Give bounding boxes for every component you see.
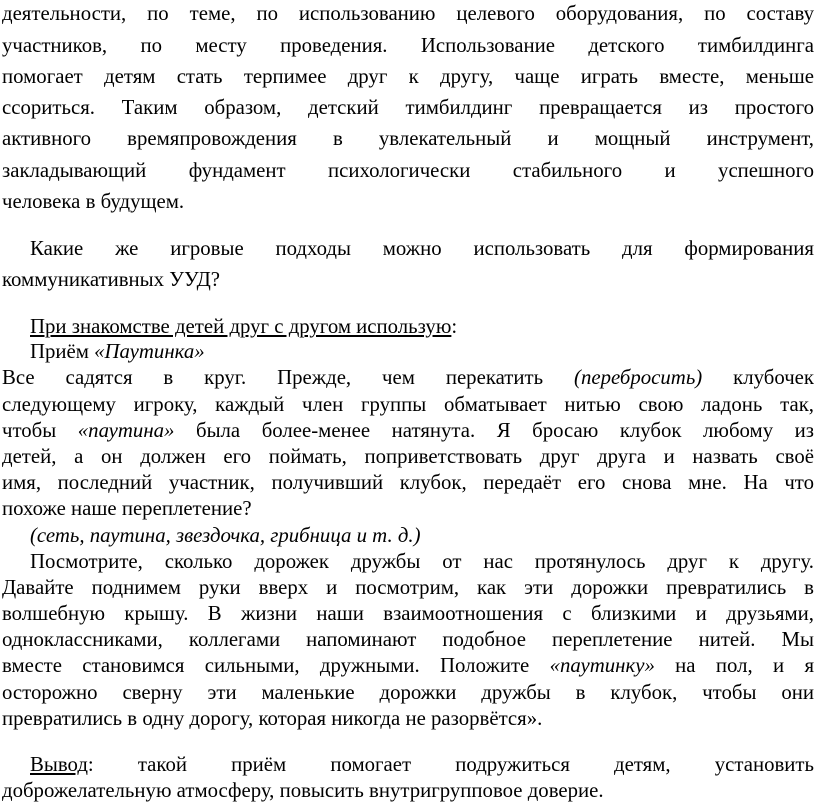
text-run: вместе становимся сильными, дружными. Положите bbox=[2, 654, 550, 677]
text-run: Все садятся в круг. Прежде, чем перекатить bbox=[2, 366, 575, 389]
text-run: клубочек bbox=[702, 366, 814, 389]
conclusion-text: : такой приём помогает подружиться детям, установить bbox=[87, 753, 814, 776]
text-run: на пол, и я bbox=[654, 654, 815, 677]
section-heading-text: При знакомстве детей друг с другом использую bbox=[30, 315, 452, 338]
paragraph-line: Давайте поднимем руки вверх и посмотрим, как эти дорожки превратились в bbox=[2, 576, 814, 599]
conclusion-label: Вывод bbox=[30, 753, 88, 776]
paragraph-line: закладывающий фундамент психологически стабильного и успешного bbox=[2, 159, 814, 182]
paragraph-line: волшебную крышу. В жизни наши взаимоотношения с близкими и друзьями, bbox=[2, 602, 814, 625]
paragraph-line bbox=[2, 418, 814, 444]
paragraph-line: одноклассниками, коллегами напоминают подобное переплетение нитей. Мы bbox=[2, 628, 814, 651]
paragraph-line: участников, по месту проведения. Использование детского тимбилдинга bbox=[2, 34, 814, 57]
technique-name: «Паутинка» bbox=[94, 340, 205, 363]
technique-prefix: Приём bbox=[30, 340, 95, 363]
question-line: коммуникативных УУД? bbox=[2, 268, 221, 291]
paragraph-line: осторожно сверну эти маленькие дорожки дружбы в клубок, чтобы они bbox=[2, 681, 814, 704]
text-run-italic: «паутинку» bbox=[549, 654, 655, 677]
conclusion-line: доброжелательную атмосферу, повысить внутригрупповое доверие. bbox=[2, 779, 604, 802]
paragraph-line: похоже наше переплетение? bbox=[2, 497, 252, 520]
paragraph-line: деятельности, по теме, по использованию целевого оборудования, по составу bbox=[2, 2, 814, 25]
paragraph-line bbox=[2, 653, 814, 679]
technique-title bbox=[30, 339, 205, 365]
paragraph-line: активного времяпровождения в увлекательный и мощный инструмент, bbox=[2, 127, 814, 150]
answers-line: (сеть, паутина, звездочка, грибница и т. д.) bbox=[30, 524, 421, 547]
paragraph-line: следующему игроку, каждый член группы обматывает нитью свою ладонь так, bbox=[2, 393, 814, 416]
paragraph-line: имя, последний участник, получивший клубок, передаёт его снова мне. На что bbox=[2, 471, 814, 494]
section-heading-colon: : bbox=[451, 315, 458, 338]
question-line: Какие же игровые подходы можно использовать для формирования bbox=[30, 237, 814, 260]
paragraph-line: Посмотрите, сколько дорожек дружбы от нас протянулось друг к другу. bbox=[30, 550, 814, 573]
text-run: была более-менее натянута. Я бросаю клубок любому из bbox=[174, 419, 814, 442]
paragraph-line: помогает детям стать терпимее друг к другу, чаще играть вместе, меньше bbox=[2, 65, 814, 88]
paragraph-line bbox=[2, 365, 814, 391]
paragraph-line: ссориться. Таким образом, детский тимбилдинг превращается из простого bbox=[2, 96, 814, 119]
paragraph-line: человека в будущем. bbox=[2, 190, 185, 213]
paragraph-line: превратились в одну дорогу, которая никогда не разорвётся». bbox=[2, 707, 543, 730]
text-run: чтобы bbox=[2, 419, 78, 442]
paragraph-line: детей, а он должен его поймать, поприветствовать друг друга и назвать своё bbox=[2, 445, 814, 468]
section-heading bbox=[30, 314, 457, 340]
conclusion-line bbox=[30, 752, 814, 778]
text-run-italic: «паутина» bbox=[77, 419, 175, 442]
text-run-italic: (перебросить) bbox=[574, 366, 703, 389]
